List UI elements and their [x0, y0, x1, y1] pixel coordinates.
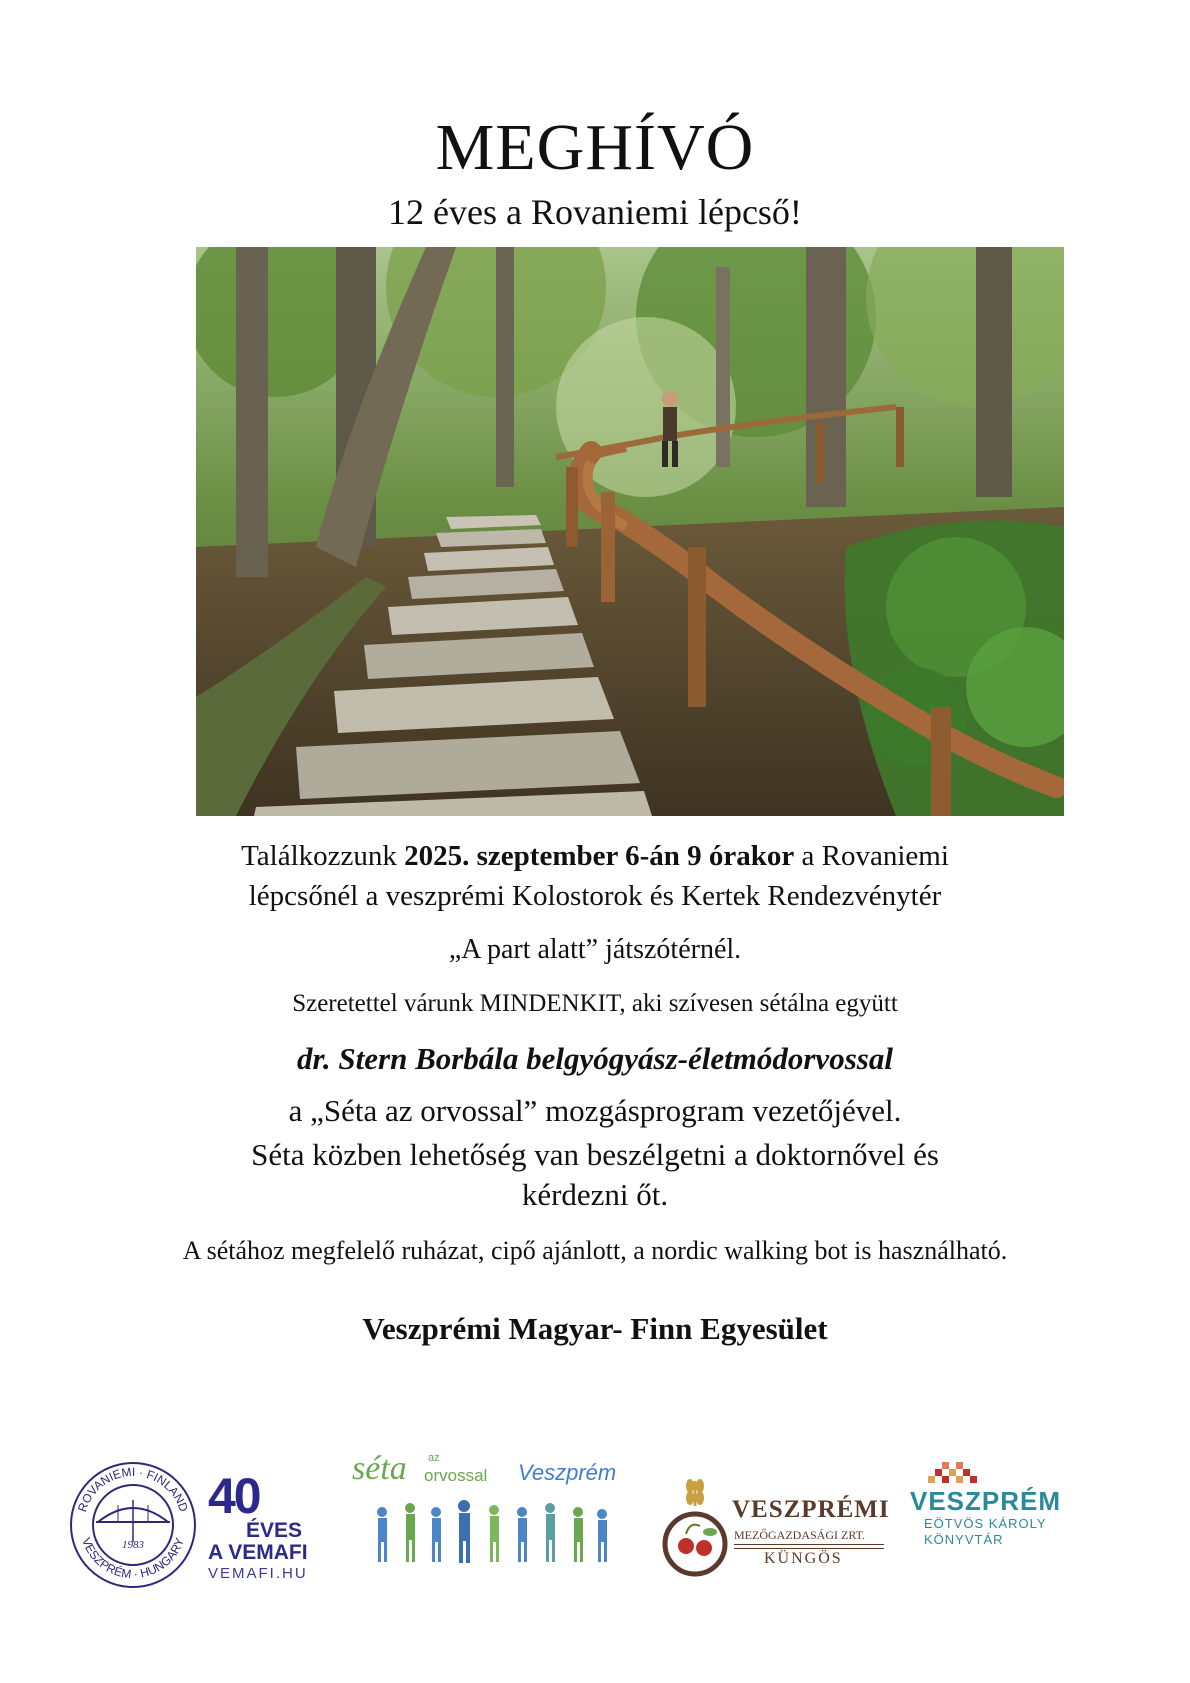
mezo-line3: KÜNGÖS	[764, 1550, 843, 1567]
orvossal-word: orvossal	[424, 1466, 488, 1485]
mezo-line2: MEZŐGAZDASÁGI ZRT.	[734, 1528, 866, 1542]
meeting-date-time: 2025. szeptember 6-án 9 órakor	[404, 840, 795, 872]
library-checker-icon	[922, 1462, 992, 1484]
mezo-line1: VESZPRÉMI	[732, 1496, 890, 1523]
rovaniemi-logo	[68, 1460, 198, 1590]
vemafi-logo	[208, 1468, 338, 1584]
wheat-cherry-icon	[660, 1476, 730, 1584]
forest-staircase-image	[196, 247, 1064, 816]
mezo-divider	[734, 1544, 884, 1549]
seta-az-orvossal-logo	[352, 1450, 634, 1572]
program-line: a „Séta az orvossal” mozgásprogram vezetőjével.	[288, 1093, 902, 1128]
konyvtar-line2: EÖTVÖS KÁROLY	[924, 1516, 1047, 1531]
rovaniemi-top-text: ROVANIEMI · FINLAND	[75, 1464, 191, 1514]
question-line: kérdezni őt.	[521, 1177, 669, 1212]
clothing-note: A sétához megfelelő ruházat, cipő ajánlott, a nordic walking bot is használható.	[182, 1236, 1008, 1265]
konyvtar-line3: KÖNYVTÁR	[924, 1532, 1004, 1547]
staircase-photo	[196, 247, 1064, 816]
doctor-name: dr. Stern Borbála belgyógyász-életmódorvossal	[297, 1041, 893, 1076]
az-word: az	[428, 1452, 440, 1464]
rovaniemi-year: 1983	[122, 1539, 144, 1551]
page-subtitle: 12 éves a Rovaniemi lépcső!	[388, 192, 802, 232]
playground-line: „A part alatt” játszótérnél.	[448, 934, 742, 965]
meeting-text-pre: Találkozzunk	[241, 840, 405, 872]
mezogazdasagi-logo	[660, 1476, 890, 1584]
konyvtar-logo	[910, 1462, 1080, 1547]
vemafi-eves: ÉVES	[246, 1519, 303, 1542]
page-title: MEGHÍVÓ	[435, 111, 755, 184]
walking-people-icon	[372, 1498, 612, 1568]
meeting-location-line: lépcsőnél a veszprémi Kolostorok és Kertek Rendezvénytér	[248, 880, 942, 912]
seta-word: séta	[352, 1450, 407, 1487]
organizer-name: Veszprémi Magyar- Finn Egyesület	[362, 1311, 828, 1346]
vemafi-number: 40	[208, 1468, 260, 1524]
meeting-text-post: a Rovaniemi	[794, 840, 949, 872]
conversation-line: Séta közben lehetőség van beszélgetni a doktornővel és	[251, 1137, 939, 1172]
seta-city: Veszprém	[518, 1460, 617, 1485]
konyvtar-line1: VESZPRÉM	[910, 1486, 1062, 1516]
meeting-time-line	[0, 838, 1190, 874]
rovaniemi-bottom-text: VESZPRÉM · HUNGARY	[79, 1535, 187, 1582]
vemafi-name: A VEMAFI	[208, 1541, 308, 1564]
welcome-line: Szeretettel várunk MINDENKIT, aki szívesen sétálna együtt	[292, 990, 898, 1017]
vemafi-url: VEMAFI.HU	[208, 1565, 308, 1582]
